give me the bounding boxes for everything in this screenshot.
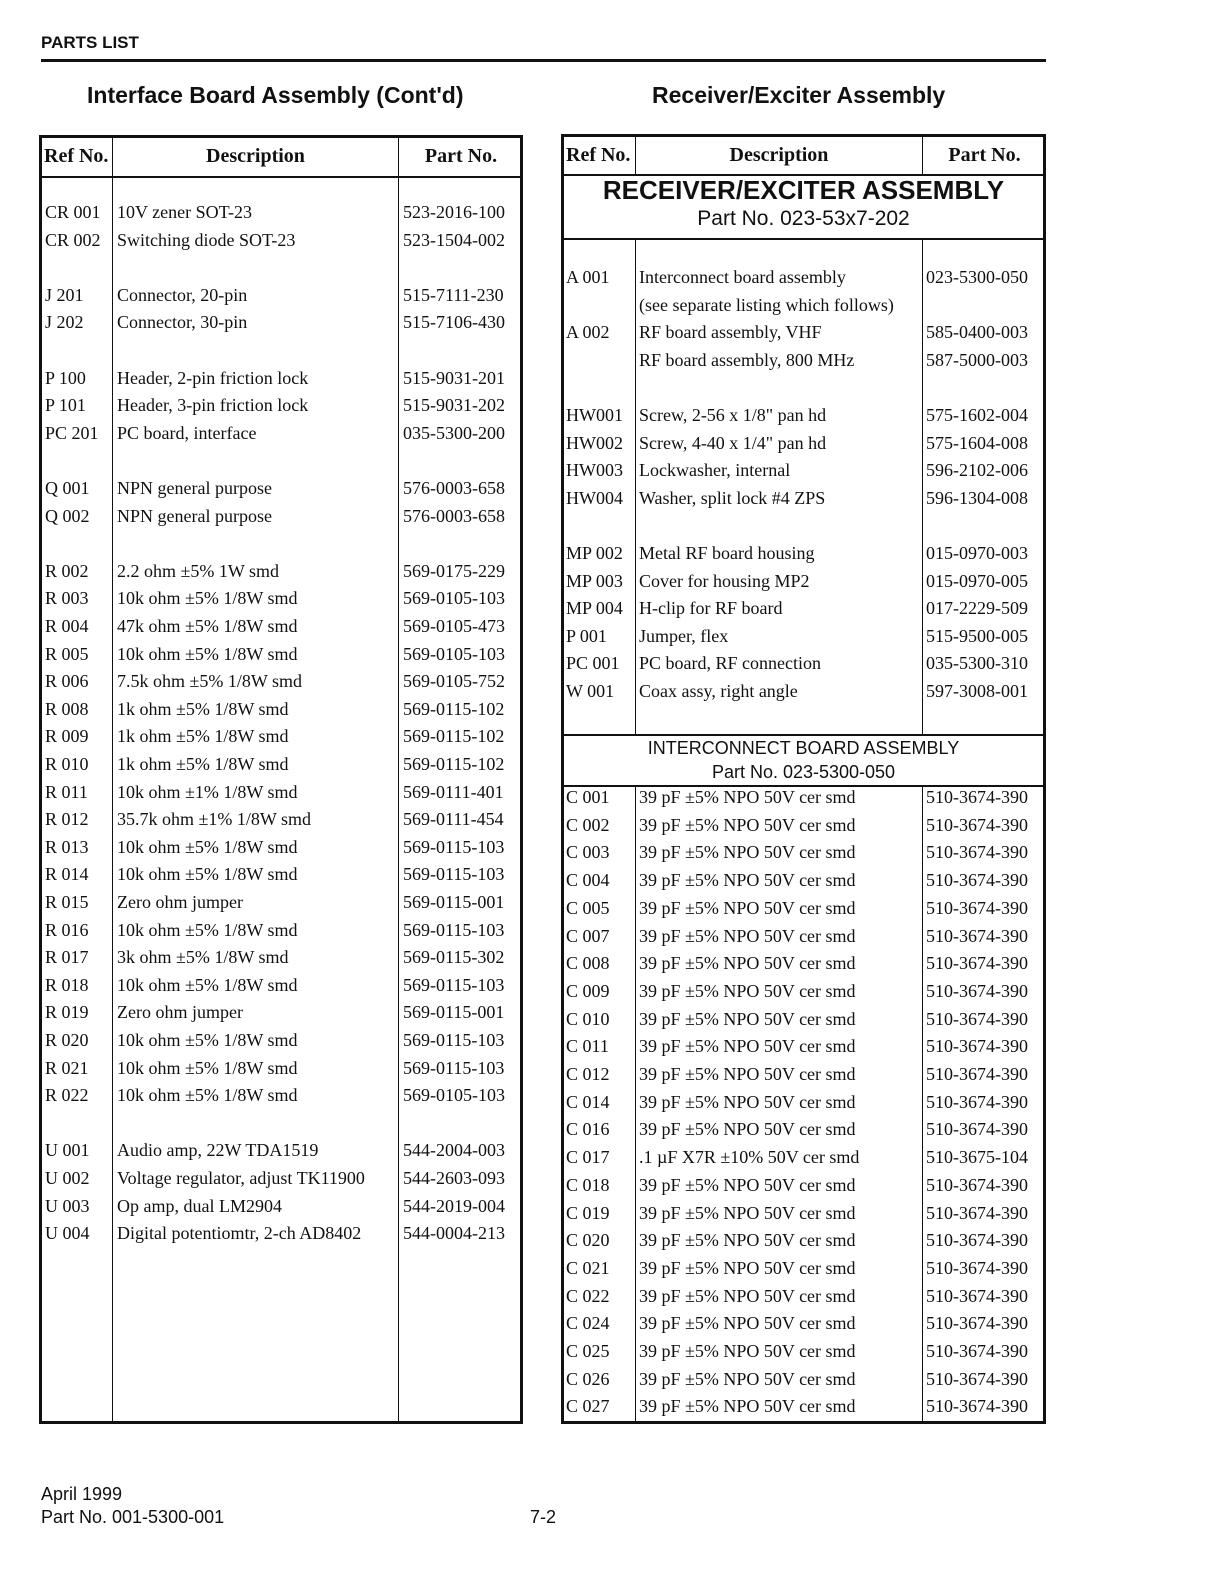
description-cell: 39 pF ±5% NPO 50V cer smd	[639, 1313, 856, 1334]
header-rule	[41, 59, 1046, 62]
part-number-cell: 510-3674-390	[926, 814, 1028, 835]
description-cell: 39 pF ±5% NPO 50V cer smd	[639, 870, 856, 891]
table-row	[42, 920, 520, 948]
part-number-cell: 510-3674-390	[926, 1368, 1028, 1389]
ref-cell: R 016	[45, 919, 89, 940]
part-number-cell: 510-3674-390	[926, 1119, 1028, 1140]
ref-cell: CR 002	[45, 229, 101, 250]
table-row	[564, 295, 1043, 323]
table-row	[42, 230, 520, 258]
ref-cell: C 016	[566, 1119, 610, 1140]
ref-cell: HW003	[566, 460, 623, 481]
ref-cell: R 019	[45, 1002, 89, 1023]
left-column-title: Interface Board Assembly (Cont'd)	[87, 82, 464, 108]
ref-cell: PC 001	[566, 653, 620, 674]
description-cell: Audio amp, 22W TDA1519	[117, 1140, 319, 1161]
part-number-cell: 569-0115-302	[403, 947, 505, 968]
table-row	[564, 1341, 1043, 1369]
ref-cell: R 017	[45, 947, 89, 968]
part-number-cell: 569-0105-473	[403, 616, 505, 636]
part-number-cell: 569-0115-103	[403, 836, 505, 857]
ref-cell: PC 201	[45, 422, 99, 443]
ref-cell: R 005	[45, 643, 89, 664]
part-number-cell: 569-0115-103	[403, 919, 505, 940]
part-number-cell: 569-0105-103	[403, 1085, 505, 1106]
table-row	[564, 1036, 1043, 1064]
ref-cell: C 008	[566, 953, 610, 974]
description-cell: Zero ohm jumper	[117, 892, 243, 912]
part-number-cell: 569-0105-752	[403, 671, 505, 692]
part-number-cell: 510-3674-390	[926, 1257, 1028, 1278]
table-row	[564, 981, 1043, 1009]
ref-cell: W 001	[566, 681, 615, 701]
ref-cell: C 004	[566, 870, 610, 891]
ref-cell: U 004	[45, 1223, 90, 1244]
ref-cell: R 004	[45, 616, 89, 636]
page-number: 7-2	[530, 1507, 557, 1527]
description-cell: Coax assy, right angle	[639, 681, 798, 701]
part-number-cell: 569-0115-102	[403, 698, 505, 719]
part-number-cell: 510-3674-390	[926, 870, 1028, 891]
ref-cell: R 011	[45, 781, 88, 802]
description-cell: 39 pF ±5% NPO 50V cer smd	[639, 1064, 856, 1084]
ref-column-header: Ref No.	[44, 145, 109, 167]
part-number-cell: 569-0105-103	[403, 643, 505, 664]
description-cell: 1k ohm ±5% 1/8W smd	[117, 754, 289, 774]
part-number-cell: 575-1602-004	[926, 405, 1028, 425]
ref-cell: R 010	[45, 754, 89, 774]
part-number-cell: 515-7111-230	[403, 284, 504, 305]
description-cell: 39 pF ±5% NPO 50V cer smd	[639, 1119, 856, 1140]
table-row	[564, 1092, 1043, 1120]
table-row	[564, 543, 1043, 571]
table-row	[564, 1230, 1043, 1258]
ref-cell: R 012	[45, 809, 89, 830]
table-row	[564, 433, 1043, 461]
table-row	[564, 953, 1043, 981]
ref-cell: C 027	[566, 1396, 610, 1417]
ref-cell: C 001	[566, 787, 610, 807]
table-row	[42, 726, 520, 754]
description-cell: 47k ohm ±5% 1/8W smd	[117, 616, 298, 636]
description-column-header: Description	[729, 144, 829, 166]
ref-cell: R 021	[45, 1057, 89, 1078]
description-cell: 39 pF ±5% NPO 50V cer smd	[639, 842, 856, 863]
ref-cell: C 014	[566, 1091, 610, 1112]
ref-cell: C 026	[566, 1368, 610, 1389]
description-cell: 35.7k ohm ±1% 1/8W smd	[117, 809, 312, 830]
table-row	[42, 561, 520, 589]
table-row	[42, 837, 520, 865]
part-number-cell: 510-3674-390	[926, 842, 1028, 863]
part-number-cell: 510-3674-390	[926, 925, 1028, 946]
description-cell: 39 pF ±5% NPO 50V cer smd	[639, 1341, 856, 1361]
description-cell: 10k ohm ±5% 1/8W smd	[117, 1030, 298, 1050]
description-cell: Jumper, flex	[639, 625, 729, 646]
part-number-cell: 510-3674-390	[926, 897, 1028, 918]
table-row	[42, 699, 520, 727]
part-number-cell: 544-2019-004	[403, 1195, 505, 1216]
ref-cell: C 009	[566, 980, 610, 1001]
part-number-cell: 510-3674-390	[926, 1174, 1028, 1195]
ref-cell: R 015	[45, 892, 89, 912]
table-row	[564, 1175, 1043, 1203]
ref-cell: C 011	[566, 1036, 609, 1057]
part-number-cell: 544-0004-213	[403, 1223, 505, 1244]
ref-cell: C 010	[566, 1008, 610, 1029]
table-row	[564, 460, 1043, 488]
table-row	[564, 626, 1043, 654]
table-row	[564, 653, 1043, 681]
ref-cell: A 002	[566, 322, 610, 343]
table-row	[42, 754, 520, 782]
part-number-cell: 510-3674-390	[926, 1341, 1028, 1361]
ref-cell: C 005	[566, 897, 610, 918]
part-number-cell: 587-5000-003	[926, 349, 1028, 370]
ref-cell: R 022	[45, 1085, 89, 1106]
part-number-cell: 569-0115-103	[403, 1030, 505, 1050]
table-row	[42, 478, 520, 506]
description-column-header: Description	[206, 145, 305, 167]
description-cell: 39 pF ±5% NPO 50V cer smd	[639, 1368, 856, 1389]
footer-part-number: Part No. 001-5300-001	[41, 1507, 225, 1527]
part-number-cell: 569-0115-103	[403, 864, 505, 885]
part-number-cell: 544-2004-003	[403, 1140, 505, 1161]
part-number-cell: 515-9031-201	[403, 367, 505, 388]
table-row	[564, 1064, 1043, 1092]
description-cell: Metal RF board housing	[639, 543, 815, 563]
interface-board-parts-table	[39, 135, 523, 1424]
ref-cell: HW002	[566, 432, 623, 453]
part-number-cell: 510-3674-390	[926, 1285, 1028, 1306]
part-number-cell: 515-9031-202	[403, 395, 505, 416]
assembly-title: RECEIVER/EXCITER ASSEMBLY	[602, 175, 1005, 205]
part-number-cell: 510-3674-390	[926, 1091, 1028, 1112]
table-row	[564, 350, 1043, 378]
description-cell: 10k ohm ±5% 1/8W smd	[117, 974, 298, 995]
part-number-cell: 510-3675-104	[926, 1147, 1028, 1168]
description-cell: Cover for housing MP2	[639, 570, 810, 591]
footer-date: April 1999	[41, 1484, 123, 1504]
part-number-cell: 515-9500-005	[926, 625, 1028, 646]
description-cell: Screw, 2-56 x 1/8" pan hd	[639, 405, 827, 425]
description-cell: 39 pF ±5% NPO 50V cer smd	[639, 980, 856, 1001]
table-row	[564, 926, 1043, 954]
part-number-cell: 510-3674-390	[926, 787, 1028, 807]
table-row	[564, 1258, 1043, 1286]
part-number-cell: 569-0111-454	[403, 809, 504, 830]
table-row	[42, 506, 520, 534]
ref-cell: R 018	[45, 974, 89, 995]
description-cell: 39 pF ±5% NPO 50V cer smd	[639, 787, 856, 807]
ref-cell: MP 004	[566, 598, 623, 619]
ref-cell: P 101	[45, 395, 86, 416]
table-row	[42, 1223, 520, 1251]
part-number-cell: 569-0115-102	[403, 726, 505, 747]
table-row	[564, 1009, 1043, 1037]
ref-cell: MP 003	[566, 570, 623, 591]
description-cell: Zero ohm jumper	[117, 1002, 243, 1023]
table-row	[42, 588, 520, 616]
part-number-cell: 569-0111-401	[403, 781, 504, 802]
description-cell: Switching diode SOT-23	[117, 229, 296, 250]
description-cell: 39 pF ±5% NPO 50V cer smd	[639, 1008, 856, 1029]
ref-cell: C 021	[566, 1257, 610, 1278]
part-number-cell: 523-1504-002	[403, 229, 505, 250]
part-number-cell: 510-3674-390	[926, 1008, 1028, 1029]
description-cell: 39 pF ±5% NPO 50V cer smd	[639, 925, 856, 946]
part-number-cell: 569-0115-001	[403, 1002, 505, 1023]
table-row	[564, 1203, 1043, 1231]
ref-cell: C 020	[566, 1230, 610, 1251]
table-row	[42, 1140, 520, 1168]
table-row	[42, 395, 520, 423]
description-cell: Digital potentiomtr, 2-ch AD8402	[117, 1223, 362, 1244]
table-row	[564, 1119, 1043, 1147]
part-number-cell: 510-3674-390	[926, 980, 1028, 1001]
part-number-cell: 510-3674-390	[926, 1036, 1028, 1057]
ref-cell: HW004	[566, 487, 623, 508]
table-row	[42, 1030, 520, 1058]
table-row	[42, 1196, 520, 1224]
description-cell: 39 pF ±5% NPO 50V cer smd	[639, 953, 856, 974]
ref-cell: R 014	[45, 864, 89, 885]
part-number-cell: 510-3674-390	[926, 953, 1028, 974]
ref-cell: C 022	[566, 1285, 610, 1306]
description-cell: NPN general purpose	[117, 505, 272, 526]
part-column-header: Part No.	[424, 145, 498, 167]
description-cell: 10k ohm ±5% 1/8W smd	[117, 588, 298, 609]
table-row	[564, 1369, 1043, 1397]
description-cell: 7.5k ohm ±5% 1/8W smd	[117, 671, 303, 692]
table-row	[42, 1058, 520, 1086]
ref-cell: C 002	[566, 814, 610, 835]
description-cell: 10k ohm ±5% 1/8W smd	[117, 864, 298, 885]
description-cell: H-clip for RF board	[639, 598, 783, 619]
table-row	[42, 1085, 520, 1113]
ref-cell: U 001	[45, 1140, 90, 1161]
table-row	[564, 898, 1043, 926]
table-row	[564, 571, 1043, 599]
description-cell: 39 pF ±5% NPO 50V cer smd	[639, 1257, 856, 1278]
description-cell: NPN general purpose	[117, 478, 272, 498]
description-cell: 39 pF ±5% NPO 50V cer smd	[639, 1285, 856, 1306]
part-number-cell: 510-3674-390	[926, 1230, 1028, 1251]
description-cell: PC board, interface	[117, 422, 257, 443]
table-row	[564, 405, 1043, 433]
part-column-header: Part No.	[948, 144, 1021, 166]
description-cell: 10k ohm ±5% 1/8W smd	[117, 919, 298, 940]
description-cell: Connector, 30-pin	[117, 312, 248, 333]
table-row	[42, 1002, 520, 1030]
interconnect-title: INTERCONNECT BOARD ASSEMBLY	[647, 738, 960, 758]
table-row	[42, 864, 520, 892]
table-row	[564, 787, 1043, 815]
part-number-cell: 575-1604-008	[926, 432, 1028, 453]
ref-cell: MP 002	[566, 543, 623, 563]
table-row	[564, 815, 1043, 843]
ref-cell: Q 001	[45, 478, 90, 498]
part-number-cell: 569-0105-103	[403, 588, 505, 609]
ref-cell: J 202	[45, 312, 84, 333]
description-cell: .1 µF X7R ±10% 50V cer smd	[639, 1147, 860, 1168]
part-number-cell: 576-0003-658	[403, 478, 505, 498]
description-cell: 39 pF ±5% NPO 50V cer smd	[639, 1036, 856, 1057]
ref-cell: R 003	[45, 588, 89, 609]
description-cell: 10k ohm ±5% 1/8W smd	[117, 1057, 298, 1078]
ref-cell: R 002	[45, 560, 89, 581]
description-cell: 39 pF ±5% NPO 50V cer smd	[639, 897, 856, 918]
part-number-cell: 017-2229-509	[926, 598, 1028, 619]
description-cell: 3k ohm ±5% 1/8W smd	[117, 947, 289, 968]
ref-cell: C 018	[566, 1174, 610, 1195]
ref-cell: R 009	[45, 726, 89, 747]
ref-cell: U 003	[45, 1195, 90, 1216]
description-cell: 1k ohm ±5% 1/8W smd	[117, 698, 289, 719]
table-row	[564, 1313, 1043, 1341]
table-row	[564, 870, 1043, 898]
table-row	[42, 312, 520, 340]
description-cell: Voltage regulator, adjust TK11900	[117, 1168, 365, 1188]
ref-cell: C 025	[566, 1341, 610, 1361]
ref-cell: C 012	[566, 1064, 610, 1084]
part-number-cell: 510-3674-390	[926, 1064, 1028, 1084]
ref-cell: C 003	[566, 842, 610, 863]
part-number-cell: 597-3008-001	[926, 681, 1028, 701]
description-cell: 10k ohm ±5% 1/8W smd	[117, 643, 298, 664]
part-number-cell: 035-5300-200	[403, 422, 505, 443]
description-cell: 39 pF ±5% NPO 50V cer smd	[639, 1396, 856, 1417]
table-row	[564, 488, 1043, 516]
part-number-cell: 569-0115-102	[403, 754, 505, 774]
description-cell: 2.2 ohm ±5% 1W smd	[117, 560, 280, 581]
part-number-cell: 596-2102-006	[926, 460, 1028, 481]
part-number-cell: 015-0970-003	[926, 543, 1028, 563]
description-cell: 39 pF ±5% NPO 50V cer smd	[639, 814, 856, 835]
description-cell: Connector, 20-pin	[117, 284, 248, 305]
description-cell: 39 pF ±5% NPO 50V cer smd	[639, 1230, 856, 1251]
table-row	[42, 644, 520, 672]
description-cell: RF board assembly, 800 MHz	[639, 349, 855, 370]
section-label: PARTS LIST	[41, 33, 139, 52]
receiver-exciter-parts-table	[561, 134, 1046, 1424]
table-row	[42, 892, 520, 920]
table-row	[564, 1147, 1043, 1175]
section-divider	[564, 734, 1043, 736]
part-number-cell: 510-3674-390	[926, 1202, 1028, 1223]
part-number-cell: 544-2603-093	[403, 1168, 505, 1188]
description-cell: 10k ohm ±1% 1/8W smd	[117, 781, 298, 802]
ref-cell: U 002	[45, 1168, 90, 1188]
ref-cell: HW001	[566, 405, 623, 425]
description-cell: 39 pF ±5% NPO 50V cer smd	[639, 1202, 856, 1223]
ref-cell: P 001	[566, 625, 607, 646]
table-row	[42, 423, 520, 451]
description-cell: 39 pF ±5% NPO 50V cer smd	[639, 1091, 856, 1112]
part-number-cell: 569-0175-229	[403, 560, 505, 581]
ref-cell: J 201	[45, 284, 84, 305]
ref-column-header: Ref No.	[566, 144, 631, 166]
part-number-cell: 023-5300-050	[926, 267, 1028, 287]
table-row	[42, 616, 520, 644]
part-number-cell: 576-0003-658	[403, 505, 505, 526]
ref-cell: R 020	[45, 1030, 89, 1050]
ref-cell: P 100	[45, 367, 86, 388]
part-number-cell: 510-3674-390	[926, 1313, 1028, 1334]
interconnect-part-number: Part No. 023-5300-050	[711, 762, 896, 782]
assembly-part-number: Part No. 023-53x7-202	[697, 207, 910, 230]
table-row	[42, 671, 520, 699]
description-cell: Washer, split lock #4 ZPS	[639, 487, 826, 508]
description-cell: Screw, 4-40 x 1/4" pan hd	[639, 432, 827, 453]
table-row	[42, 809, 520, 837]
description-cell: Op amp, dual LM2904	[117, 1195, 282, 1216]
table-row	[564, 598, 1043, 626]
part-number-cell: 569-0115-103	[403, 974, 505, 995]
table-row	[564, 1396, 1043, 1424]
table-row	[564, 1286, 1043, 1314]
description-cell: PC board, RF connection	[639, 653, 821, 674]
description-cell: 10k ohm ±5% 1/8W smd	[117, 1085, 298, 1106]
description-cell: 1k ohm ±5% 1/8W smd	[117, 726, 289, 747]
table-row	[564, 681, 1043, 709]
table-row	[42, 285, 520, 313]
table-row	[42, 368, 520, 396]
ref-cell: Q 002	[45, 505, 90, 526]
ref-cell: C 024	[566, 1313, 610, 1334]
table-row	[42, 975, 520, 1003]
description-cell: Header, 3-pin friction lock	[117, 395, 309, 416]
part-number-cell: 510-3674-390	[926, 1396, 1028, 1417]
table-row	[564, 842, 1043, 870]
ref-cell: C 017	[566, 1147, 610, 1168]
ref-cell: A 001	[566, 267, 610, 287]
ref-cell: R 013	[45, 836, 89, 857]
table-row	[42, 947, 520, 975]
ref-cell: C 007	[566, 925, 610, 946]
description-cell: Header, 2-pin friction lock	[117, 367, 309, 388]
table-row	[564, 267, 1043, 295]
ref-cell: C 019	[566, 1202, 610, 1223]
ref-cell: CR 001	[45, 202, 101, 222]
description-cell: 10k ohm ±5% 1/8W smd	[117, 836, 298, 857]
ref-cell: R 006	[45, 671, 89, 692]
description-cell: Interconnect board assembly	[639, 267, 846, 287]
part-number-cell: 515-7106-430	[403, 312, 505, 333]
part-number-cell: 596-1304-008	[926, 487, 1028, 508]
description-cell: (see separate listing which follows)	[639, 294, 894, 315]
part-number-cell: 523-2016-100	[403, 202, 505, 222]
description-cell: RF board assembly, VHF	[639, 322, 822, 343]
part-number-cell: 015-0970-005	[926, 570, 1028, 591]
table-row	[42, 782, 520, 810]
part-number-cell: 569-0115-001	[403, 892, 505, 912]
table-row	[42, 202, 520, 230]
header-divider	[42, 176, 520, 178]
table-row	[42, 1168, 520, 1196]
description-cell: Lockwasher, internal	[639, 460, 791, 481]
description-cell: 10V zener SOT-23	[117, 202, 252, 222]
ref-cell: R 008	[45, 698, 89, 719]
part-number-cell: 035-5300-310	[926, 653, 1028, 674]
table-row	[564, 322, 1043, 350]
part-number-cell: 585-0400-003	[926, 322, 1028, 343]
description-cell: 39 pF ±5% NPO 50V cer smd	[639, 1174, 856, 1195]
right-column-title: Receiver/Exciter Assembly	[652, 82, 946, 108]
part-number-cell: 569-0115-103	[403, 1057, 505, 1078]
